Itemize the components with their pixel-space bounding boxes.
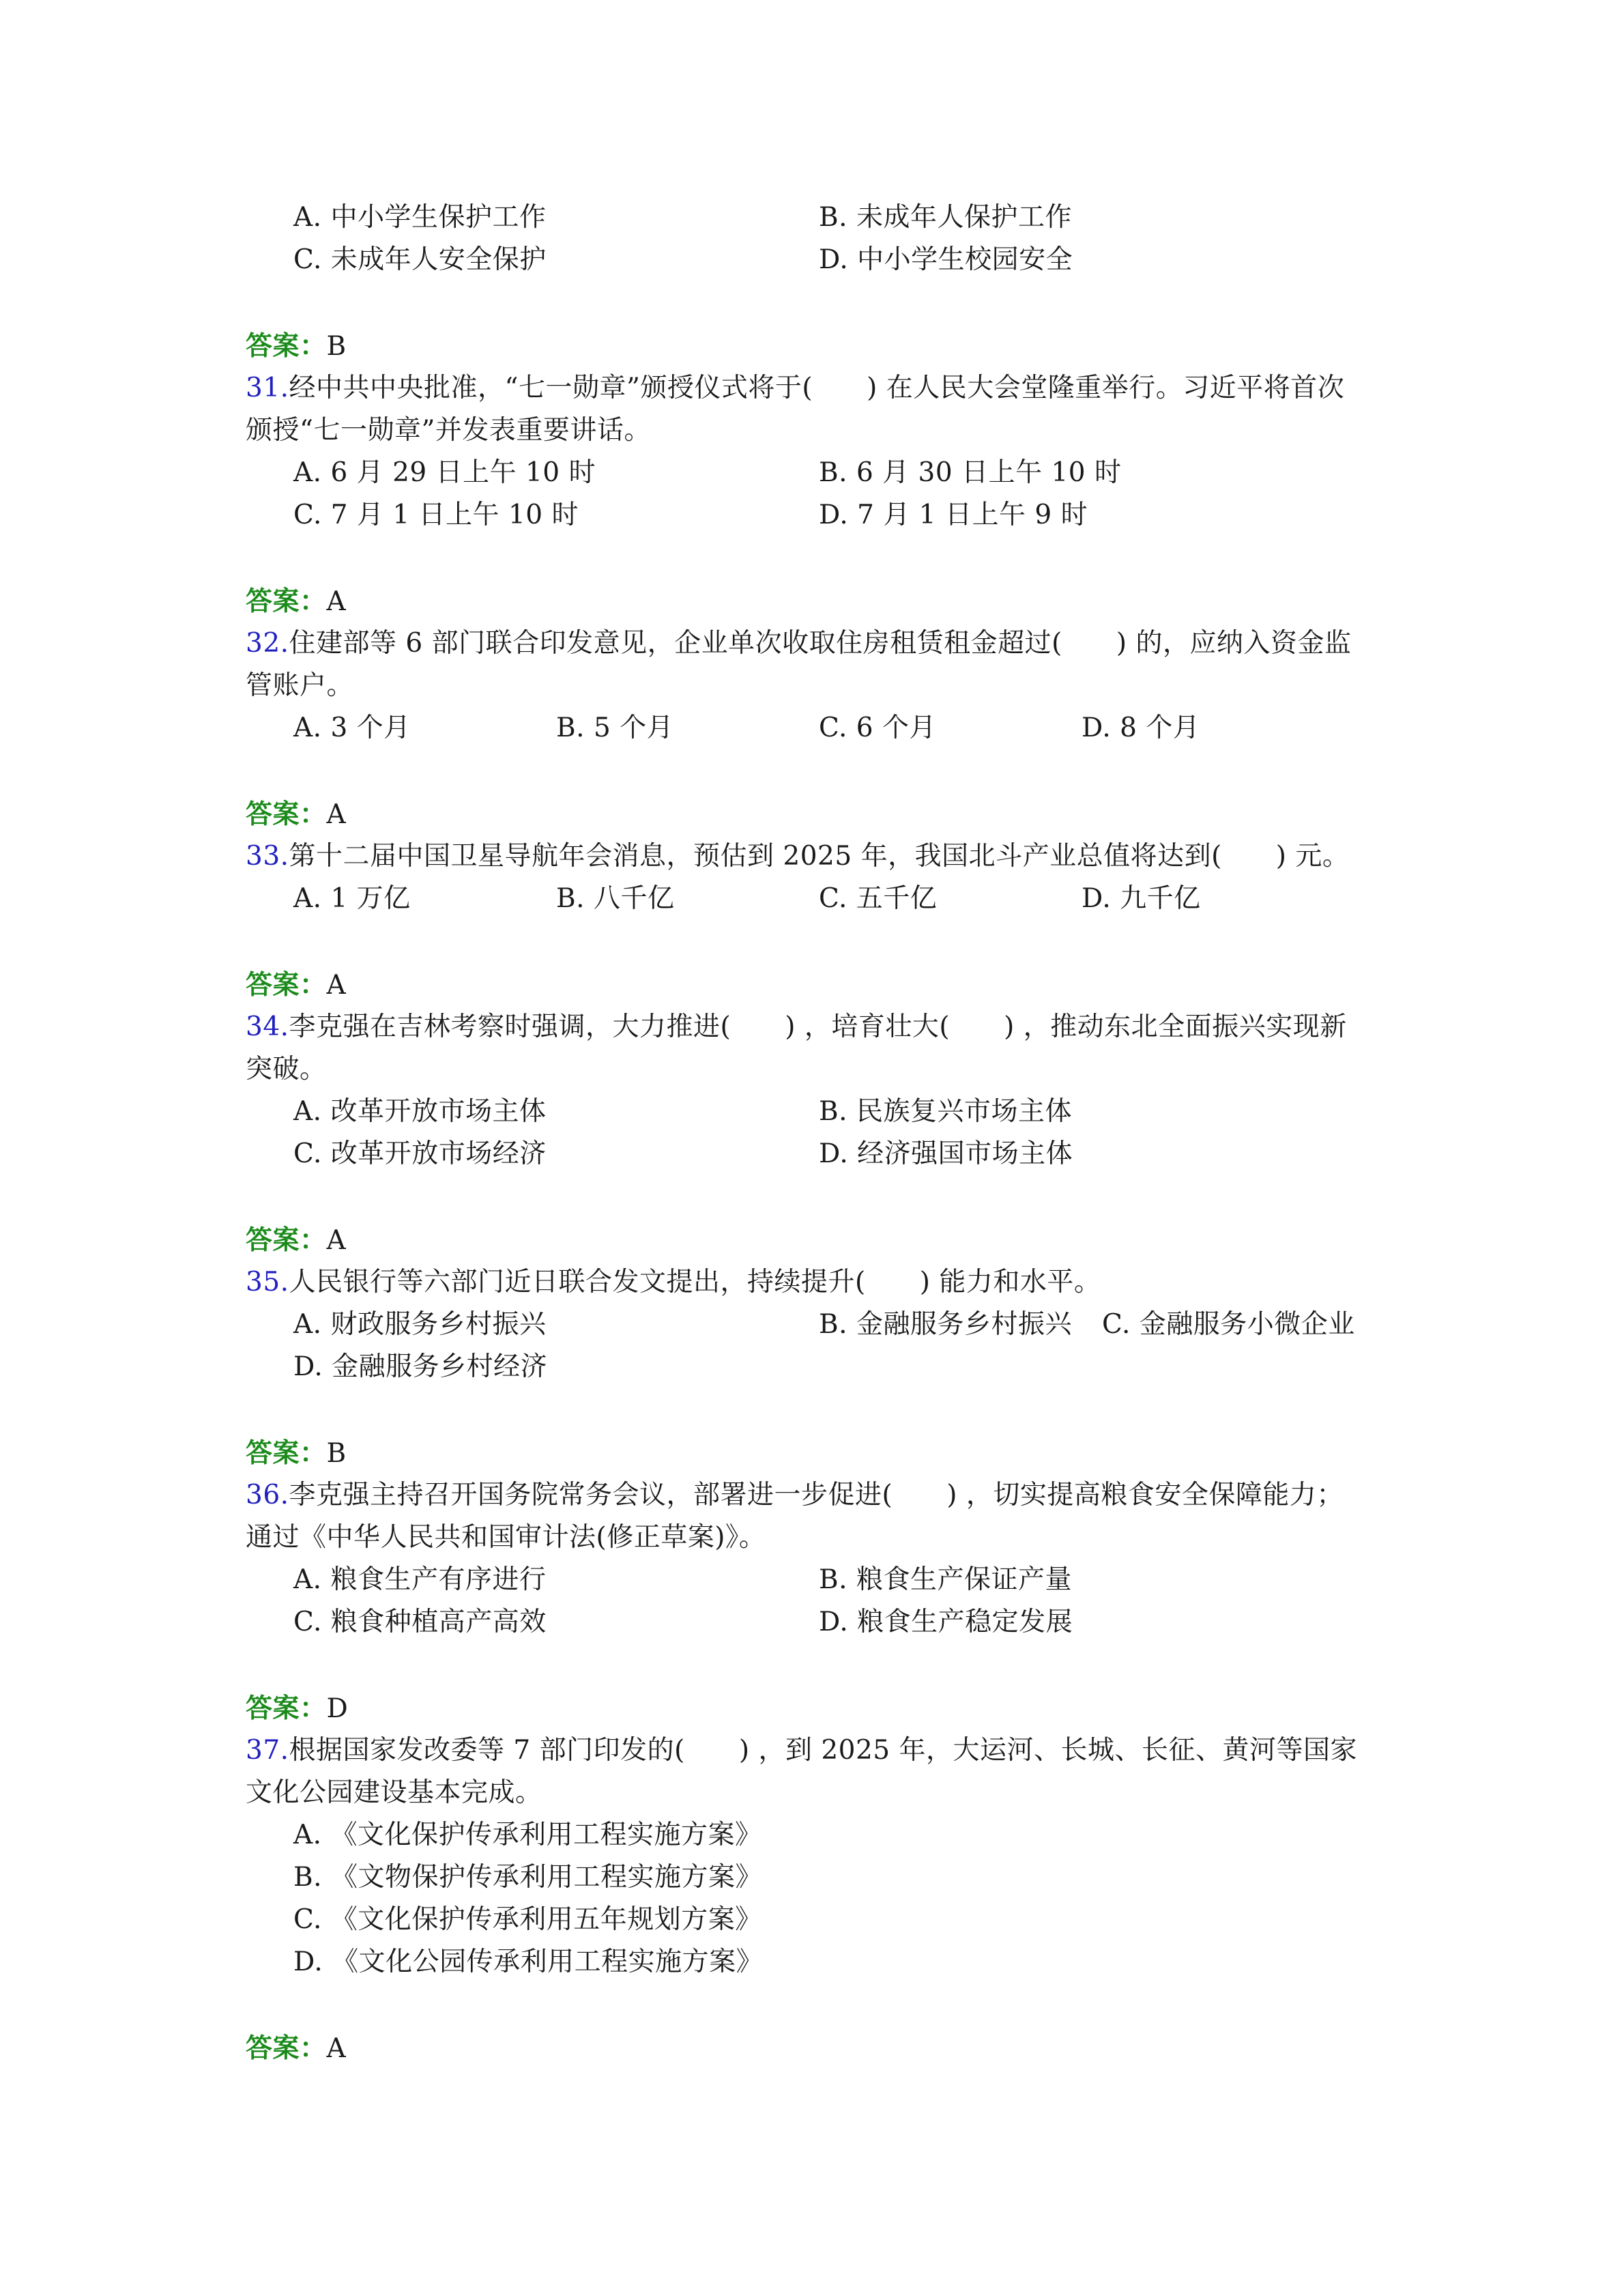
q31-question bbox=[246, 367, 1344, 410]
q35-option-d: D. 金融服务乡村经济 bbox=[293, 1351, 548, 1382]
question-number: 34. bbox=[246, 1011, 289, 1042]
q31-option-d: D. 7 月 1 日上午 9 时 bbox=[819, 500, 1088, 530]
answer-label: 答案： bbox=[246, 586, 327, 617]
q30-option-a: A. 中小学生保护工作 bbox=[293, 202, 547, 233]
question-number: 31. bbox=[246, 373, 289, 403]
q35-option-a: A. 财政服务乡村振兴 bbox=[293, 1309, 547, 1340]
q33-answer bbox=[246, 964, 346, 1007]
question-number: 32. bbox=[246, 628, 289, 659]
answer-value: A bbox=[326, 2033, 347, 2064]
q31-option-b: B. 6 月 30 日上午 10 时 bbox=[819, 457, 1122, 488]
q30-option-d: D. 中小学生校园安全 bbox=[819, 244, 1073, 275]
question-text: 经中共中央批准，“七一勋章”颁授仪式将于( ) 在人民大会堂隆重举行。习近平将首次 bbox=[289, 373, 1345, 403]
q33-question bbox=[246, 835, 1349, 878]
answer-label: 答案： bbox=[246, 1437, 327, 1469]
q37-question-cont: 文化公园建设基本完成。 bbox=[246, 1777, 542, 1808]
answer-value: A bbox=[326, 799, 347, 830]
q35-answer bbox=[246, 1432, 347, 1475]
answer-label: 答案： bbox=[246, 969, 327, 1001]
answer-value: B bbox=[326, 331, 347, 362]
q37-question bbox=[246, 1730, 1357, 1772]
q34-option-c: C. 改革开放市场经济 bbox=[293, 1138, 547, 1169]
answer-label: 答案： bbox=[246, 330, 327, 362]
q35-option-c: C. 金融服务小微企业 bbox=[1102, 1309, 1355, 1340]
q36-option-c: C. 粮食种植高产高效 bbox=[293, 1607, 547, 1637]
q30-option-b: B. 未成年人保护工作 bbox=[819, 202, 1072, 233]
answer-label: 答案： bbox=[246, 2033, 327, 2064]
q35-option-b: B. 金融服务乡村振兴 bbox=[819, 1309, 1072, 1340]
question-text: 住建部等 6 部门联合印发意见，企业单次收取住房租赁租金超过( ) 的，应纳入资金监 bbox=[289, 628, 1352, 659]
q36-answer bbox=[246, 1687, 348, 1730]
q36-option-a: A. 粮食生产有序进行 bbox=[293, 1564, 547, 1595]
q32-option-d: D. 8 个月 bbox=[1082, 713, 1200, 743]
question-number: 33. bbox=[246, 841, 289, 872]
answer-value: D bbox=[326, 1693, 349, 1724]
q31-question-cont: 颁授“七一勋章”并发表重要讲话。 bbox=[246, 415, 651, 446]
q34-option-b: B. 民族复兴市场主体 bbox=[819, 1096, 1072, 1127]
q37-option-c: C. 《文化保护传承利用五年规划方案》 bbox=[293, 1904, 762, 1935]
q34-question bbox=[246, 1006, 1347, 1048]
q36-question-cont: 通过《中华人民共和国审计法(修正草案)》。 bbox=[246, 1522, 766, 1553]
q37-option-b: B. 《文物保护传承利用工程实施方案》 bbox=[293, 1862, 762, 1893]
q36-option-d: D. 粮食生产稳定发展 bbox=[819, 1607, 1073, 1637]
q37-option-d: D. 《文化公园传承利用工程实施方案》 bbox=[293, 1947, 764, 1977]
q33-option-b: B. 八千亿 bbox=[556, 883, 675, 914]
q32-option-c: C. 6 个月 bbox=[819, 713, 936, 743]
answer-value: B bbox=[326, 1438, 347, 1469]
q32-option-b: B. 5 个月 bbox=[556, 713, 674, 743]
q32-answer bbox=[246, 793, 346, 836]
q36-option-b: B. 粮食生产保证产量 bbox=[819, 1564, 1072, 1595]
answer-value: A bbox=[326, 1225, 347, 1256]
q34-option-d: D. 经济强国市场主体 bbox=[819, 1138, 1073, 1169]
q32-question bbox=[246, 622, 1351, 665]
q33-option-a: A. 1 万亿 bbox=[293, 883, 411, 914]
question-number: 37. bbox=[246, 1735, 289, 1766]
question-number: 36. bbox=[246, 1480, 289, 1510]
q37-answer bbox=[246, 2027, 346, 2070]
question-text: 第十二届中国卫星导航年会消息，预估到 2025 年，我国北斗产业总值将达到( ) 元。 bbox=[289, 841, 1350, 872]
answer-value: A bbox=[326, 970, 347, 1001]
q33-option-c: C. 五千亿 bbox=[819, 883, 938, 914]
q32-option-a: A. 3 个月 bbox=[293, 713, 411, 743]
q36-question bbox=[246, 1474, 1344, 1517]
q35-question bbox=[246, 1261, 1101, 1304]
q31-answer bbox=[246, 580, 346, 623]
q37-option-a: A. 《文化保护传承利用工程实施方案》 bbox=[293, 1820, 762, 1850]
q33-option-d: D. 九千亿 bbox=[1082, 883, 1201, 914]
q34-answer bbox=[246, 1219, 346, 1262]
question-text: 根据国家发改委等 7 部门印发的( ) ，到 2025 年，大运河、长城、长征、黄河等国家 bbox=[289, 1735, 1358, 1766]
answer-label: 答案： bbox=[246, 1224, 327, 1256]
q30-answer bbox=[246, 325, 347, 368]
answer-value: A bbox=[326, 586, 347, 617]
answer-label: 答案： bbox=[246, 799, 327, 830]
q32-question-cont: 管账户。 bbox=[246, 670, 354, 701]
q31-option-c: C. 7 月 1 日上午 10 时 bbox=[293, 500, 579, 530]
q34-option-a: A. 改革开放市场主体 bbox=[293, 1096, 547, 1127]
q31-option-a: A. 6 月 29 日上午 10 时 bbox=[293, 457, 596, 488]
answer-label: 答案： bbox=[246, 1693, 327, 1724]
question-text: 人民银行等六部门近日联合发文提出，持续提升( ) 能力和水平。 bbox=[289, 1267, 1101, 1297]
question-text: 李克强主持召开国务院常务会议，部署进一步促进( ) ，切实提高粮食安全保障能力； bbox=[289, 1480, 1344, 1510]
question-text: 李克强在吉林考察时强调，大力推进( ) ，培育壮大( ) ，推动东北全面振兴实现新 bbox=[289, 1011, 1347, 1042]
question-number: 35. bbox=[246, 1267, 289, 1297]
q34-question-cont: 突破。 bbox=[246, 1054, 327, 1085]
q30-option-c: C. 未成年人安全保护 bbox=[293, 244, 547, 275]
